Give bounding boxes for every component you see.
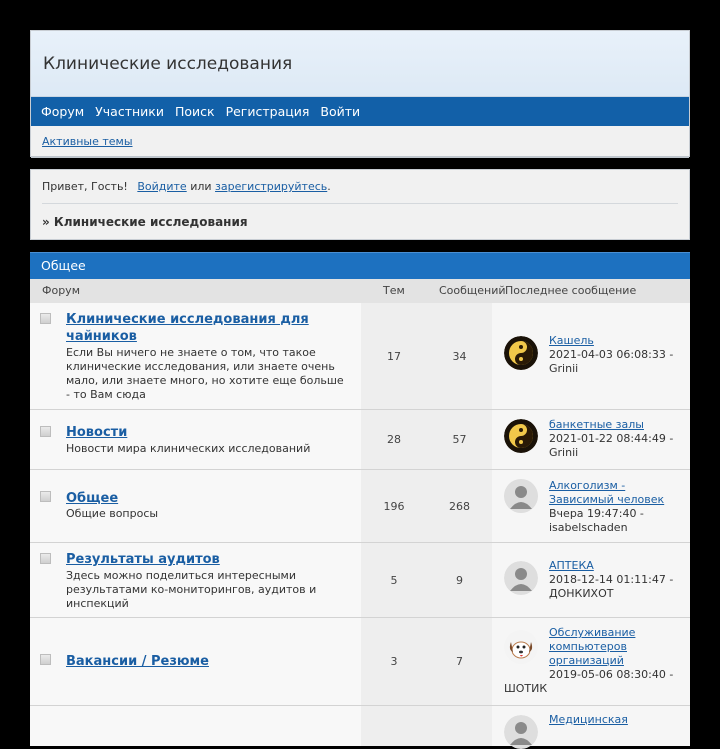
- topics-count-cell: [361, 303, 428, 409]
- last-post-cell: [492, 470, 690, 542]
- welcome-box: [30, 169, 690, 240]
- board-info: [30, 303, 362, 409]
- last-post-title[interactable]: банкетные залы: [549, 418, 644, 431]
- posts-count-cell: [427, 543, 493, 617]
- topics-count-cell: [361, 706, 428, 746]
- board-title[interactable]: Клинические исследования для чайников: [66, 312, 309, 344]
- last-post-cell: [492, 706, 690, 746]
- default-avatar-icon[interactable]: [504, 715, 538, 749]
- col-topics: Тем: [383, 284, 405, 297]
- last-post-date: 2021-04-03 06:08:33 -: [549, 348, 674, 361]
- last-post-info: [549, 479, 689, 535]
- nav-forum[interactable]: Форум: [41, 104, 85, 119]
- col-forum: Форум: [42, 284, 80, 297]
- last-post-cell: [492, 543, 690, 617]
- board-info: [30, 618, 362, 705]
- site-header: [30, 30, 690, 157]
- login-link[interactable]: Войдите: [137, 180, 187, 193]
- topics-count: 5: [390, 573, 398, 587]
- last-post-user[interactable]: Grinii: [549, 362, 579, 375]
- nav-search[interactable]: Поиск: [174, 104, 215, 119]
- nav-register[interactable]: Регистрация: [225, 104, 310, 119]
- board-row: [30, 470, 690, 543]
- last-post-title[interactable]: Алкоголизм - Зависимый человек: [549, 479, 665, 506]
- board-status-icon: [40, 553, 51, 564]
- board-row: [30, 618, 690, 706]
- last-post-date: 2019-05-06 08:30:40 -: [549, 668, 674, 681]
- nav-login[interactable]: Войти: [320, 104, 361, 119]
- topics-count: 28: [387, 433, 401, 446]
- board-index: [30, 252, 690, 726]
- col-last-post: Последнее сообщение: [505, 284, 637, 297]
- yin-yang-avatar-icon[interactable]: [504, 336, 538, 370]
- sub-nav: [31, 126, 689, 158]
- last-post-date: 2018-12-14 01:11:47 -: [549, 573, 674, 586]
- category-header[interactable]: Общее: [30, 252, 690, 279]
- greeting-line: [42, 170, 678, 204]
- period-text: .: [327, 180, 331, 193]
- board-status-icon: [40, 426, 51, 437]
- board-row: [30, 543, 690, 618]
- topics-count: 17: [387, 349, 401, 363]
- board-description: Новости мира клинических исследований: [66, 442, 311, 455]
- board-info: [30, 543, 362, 617]
- last-post-user[interactable]: isabelschaden: [549, 521, 628, 534]
- board-info: [30, 706, 362, 746]
- column-headers: [30, 279, 690, 304]
- topics-count-cell: [361, 618, 428, 705]
- default-avatar-icon[interactable]: [504, 561, 538, 595]
- posts-count-cell: [427, 410, 493, 469]
- last-post-date: Вчера 19:47:40 -: [549, 507, 644, 520]
- board-description: Если Вы ничего не знаете о том, что такое клинические исследования, или знаете очень мало, или знаете много, но хотите еще больше - то Вам сюда: [66, 346, 344, 401]
- posts-count-cell: [427, 618, 493, 705]
- board-info: [30, 410, 362, 469]
- last-post-title[interactable]: Медицинская: [549, 713, 628, 726]
- topics-count: 3: [390, 655, 398, 668]
- board-status-icon: [40, 313, 51, 324]
- last-post-title[interactable]: Кашель: [549, 334, 594, 347]
- board-row: [30, 410, 690, 470]
- posts-count-cell: [427, 470, 493, 542]
- posts-count: 9: [456, 573, 463, 587]
- site-title[interactable]: Клинические исследования: [43, 53, 293, 74]
- board-title[interactable]: Новости: [66, 425, 128, 440]
- board-description: Общие вопросы: [66, 507, 159, 520]
- last-post-info: [549, 559, 689, 601]
- col-posts: Сообщений: [439, 284, 506, 297]
- board-row: [30, 303, 690, 410]
- dog-avatar-icon[interactable]: [504, 630, 538, 664]
- last-post-cell: [492, 618, 690, 705]
- posts-count: 7: [456, 655, 463, 668]
- last-post-info: [549, 713, 689, 727]
- nav-members[interactable]: Участники: [95, 104, 164, 119]
- last-post-cell: [492, 303, 690, 409]
- posts-count: 268: [449, 499, 470, 513]
- last-post-cell: [492, 410, 690, 469]
- board-status-icon: [40, 491, 51, 502]
- board-title[interactable]: Вакансии / Резюме: [66, 654, 209, 669]
- last-post-user[interactable]: ДОНКИХОТ: [549, 587, 614, 600]
- topics-count-cell: [361, 470, 428, 542]
- topics-count: 196: [383, 499, 405, 513]
- topics-count-cell: [361, 410, 428, 469]
- topics-count-cell: [361, 543, 428, 617]
- board-info: [30, 470, 362, 542]
- greeting-text: Привет, Гость!: [42, 180, 128, 193]
- default-avatar-icon[interactable]: [504, 479, 538, 513]
- posts-count-cell: [427, 706, 493, 746]
- last-post-date: 2021-01-22 08:44:49 -: [549, 432, 674, 445]
- board-title[interactable]: Общее: [66, 491, 119, 506]
- board-description: Здесь можно поделиться интересными результатами ко-мониторингов, аудитов и инспекций: [66, 569, 317, 610]
- main-nav: [31, 97, 689, 126]
- breadcrumb[interactable]: » Клинические исследования: [42, 215, 248, 229]
- yin-yang-avatar-icon[interactable]: [504, 419, 538, 453]
- posts-count: 34: [452, 349, 467, 363]
- register-link[interactable]: зарегистрируйтесь: [215, 180, 328, 193]
- last-post-title[interactable]: АПТЕКА: [549, 559, 594, 572]
- posts-count-cell: [427, 303, 493, 409]
- board-row: [30, 706, 690, 746]
- title-bar: [31, 31, 689, 97]
- last-post-info: [549, 334, 689, 376]
- last-post-user[interactable]: Grinii: [549, 446, 579, 459]
- active-topics-link[interactable]: Активные темы: [42, 134, 133, 148]
- or-text: или: [190, 180, 212, 193]
- board-title[interactable]: Результаты аудитов: [66, 552, 220, 567]
- board-status-icon: [40, 654, 51, 665]
- last-post-info: [549, 626, 689, 682]
- last-post-info: [549, 418, 689, 460]
- last-post-title[interactable]: Обслуживание компьютеров организаций: [549, 626, 636, 667]
- posts-count: 57: [452, 433, 467, 446]
- last-post-user[interactable]: ШОТИК: [504, 682, 548, 695]
